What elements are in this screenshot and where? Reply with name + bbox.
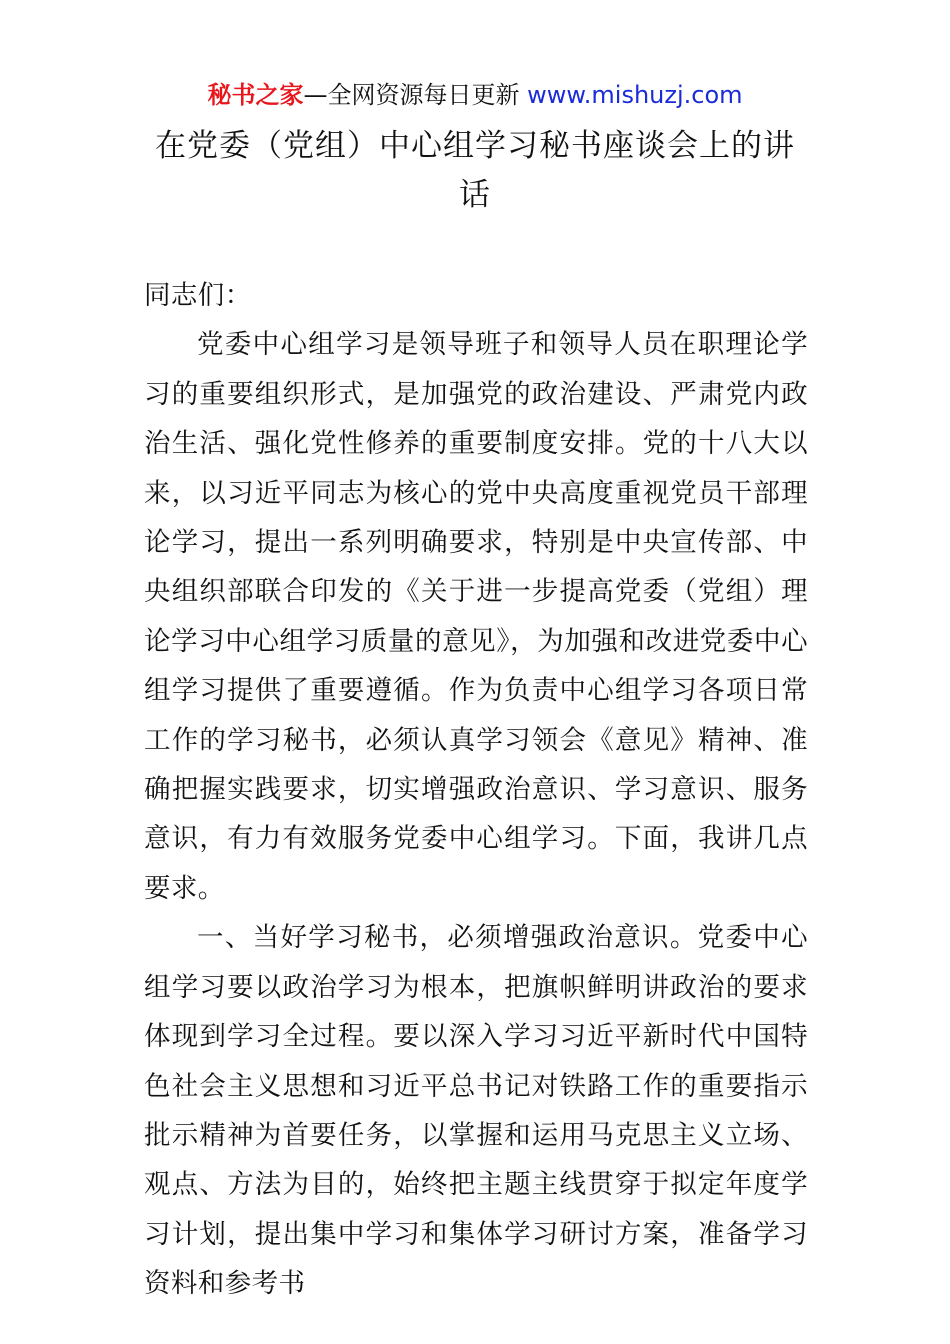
- header-separator: —: [303, 81, 328, 109]
- paragraph-intro: 党委中心组学习是领导班子和领导人员在职理论学习的重要组织形式，是加强党的政治建设、严肃党内政治生活、强化党性修养的重要制度安排。党的十八大以来，以习近平同志为核心的党中央高度重视党员干部理论学习，提出一系列明确要求，特别是中央宣传部、中央组织部联合印发的《关于进一步提高党委（党组）理论学习中心组学习质量的意见》，为加强和改进党委中心组学习提供了重要遵循。作为负责中心组学习各项日常工作的学习秘书，必须认真学习领会《意见》精神、准确把握实践要求，切实增强政治意识、学习意识、服务意识，有力有效服务党委中心组学习。下面，我讲几点要求。: [144, 329, 808, 904]
- document-title: 在党委（党组）中心组学习秘书座谈会上的讲话: [155, 128, 795, 213]
- paragraph-section-one: 一、当好学习秘书，必须增强政治意识。党委中心组学习要以政治学习为根本，把旗帜鲜明讲政治的要求体现到学习全过程。要以深入学习习近平新时代中国特色社会主义思想和习近平总书记对铁路工作的重要指示批示精神为首要任务，以掌握和运用马克思主义立场、观点、方法为目的，始终把主题主线贯穿于拟定年度学习计划，提出集中学习和集体学习研讨方案，准备学习资料和参考书: [144, 922, 808, 1300]
- header-tagline: 全网资源每日更新: [327, 81, 528, 109]
- site-header: [0, 78, 950, 112]
- salutation: 同志们：: [144, 280, 252, 311]
- site-brand[interactable]: 秘书之家: [207, 81, 304, 109]
- site-url-link[interactable]: www.mishuzj.com: [527, 81, 743, 109]
- document-body: [144, 271, 808, 1309]
